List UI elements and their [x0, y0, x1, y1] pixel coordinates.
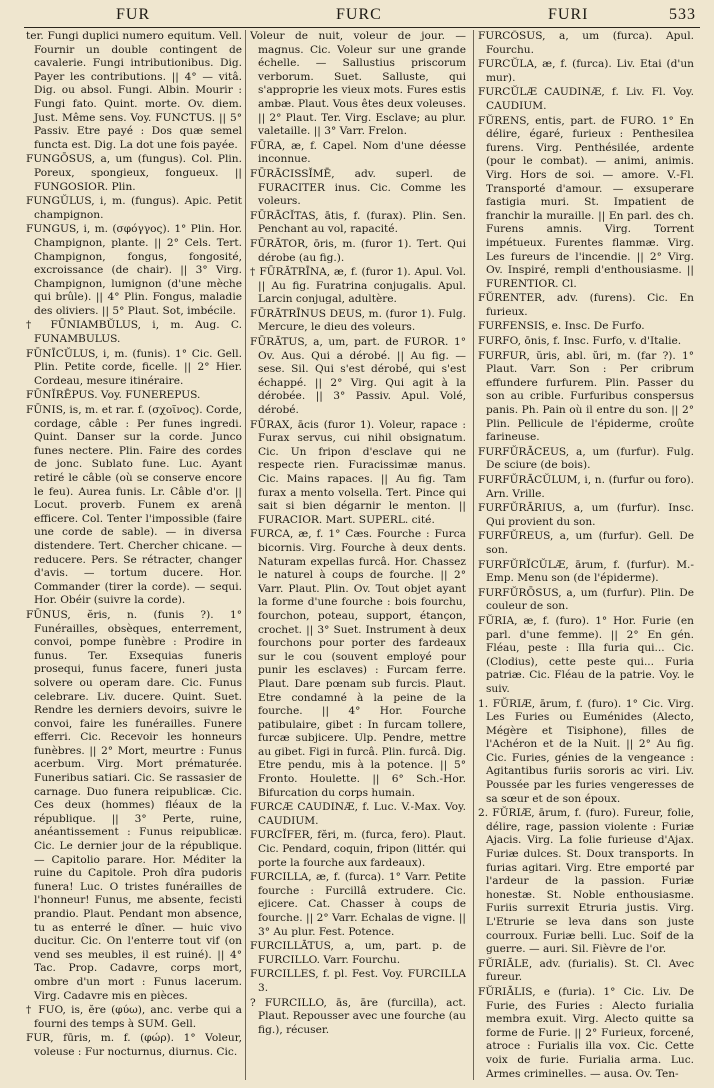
dictionary-entry: FŪRĀTOR, ōris, m. (furor 1). Tert. Qui dérobe (au fig.). [250, 237, 466, 264]
dictionary-entry: FURCŬLA, æ, f. (furca). Liv. Etai (d'un mur). [478, 58, 694, 84]
dictionary-entry: FUNGŬLUS, i, m. (fungus). Apic. Petit champignon. [26, 195, 242, 221]
dictionary-entry: FURCA, æ, f. 1° Cæs. Fourche : Furca bicornis. Virg. Fourche à deux dents. Naturam expellas furcâ. Hor. Chassez le naturel à coups de fourche. || 2° Varr. Plaut. Plin. Ov. Tout objet ayant la forme d'une fourche : bois fourchu, fourchon, poteau, support, étançon, crochet. || 3° Suet. Instrument à deux fourchons pour porter des fardeaux sur le cou (souvent employé pour punir les esclaves) : Furcam ferre. Plaut. Dare pœnam sub furcis. Plaut. Etre condamné à la peine de la fourche. || 4° Hor. Fourche patibulaire, gibet : In furcam tollere, furcæ subjicere. Ulp. Pendre, mettre au gibet. Figi in furcâ. Plin. furcâ. Dig. Etre pendu, mis à la potence. || 5° Fronto. Houlette. || 6° Sch.-Hor. Bifurcation du corps humain. [250, 528, 466, 799]
dictionary-entry: FŪRĀTRĪNUS DEUS, m. (furor 1). Fulg. Mercure, le dieu des voleurs. [250, 307, 466, 334]
dictionary-entry: FŪNĪCŬLUS, i, m. (funis). 1° Cic. Gell. Plin. Petite corde, ficelle. || 2° Hier. Cordeau, mesure itinéraire. [26, 347, 242, 387]
column-divider-2 [473, 30, 474, 1080]
dictionary-entry: FŪNĬRĒPUS. Voy. FUNEREPUS. [26, 389, 201, 402]
dictionary-entry: FŪRAX, ācis (furor 1). Voleur, rapace : Furax servus, cui nihil obsignatum. Cic. Un fripon d'esclave qui ne respecte rien. Furacissimæ manus. Cic. Mains rapaces. || Au fig. Tam furax a mento volsella. Tert. Pince qui sait si bien dégarnir le menton. || FURACIOR. Mart. SUPERL. cité. [250, 418, 466, 526]
dictionary-entry: FUNGŌSUS, a, um (fungus). Col. Plin. Poreux, spongieux, fongueux. || FUNGOSIOR. Plin. [26, 153, 242, 193]
dictionary-entry: FURCŬLÆ CAUDINÆ, f. Liv. Fl. Voy. CAUDIUM. [478, 86, 694, 112]
page-number: 533 [669, 6, 696, 23]
dictionary-entry: FURFŬREUS, a, um (furfur). Gell. De son. [478, 530, 694, 556]
dictionary-entry: FUR, fūris, m. f. (φώρ). 1° Voleur, voleuse : Fur nocturnus, diurnus. Cic. [26, 1032, 242, 1058]
dictionary-entry: FURFUR, ŭris, abl. ŭri, m. (far ?). 1° Plaut. Varr. Son : Per cribrum effundere furfurem. Plin. Passer du son au crible. Furfuribus conspersus panis. Ph. Pain où il entre du son. || 2° Plin. Pellicule de l'épiderme, croûte farineuse. [478, 349, 694, 444]
dictionary-entry: 2. FŬRIÆ, ārum, f. (furo). Fureur, folie, délire, rage, passion violente : Furiæ Ajacis. Virg. La folie furieuse d'Ajax. Furiæ dulces. St. Doux transports. In furias agitari. Virg. Etre emporté par l'ardeur de la passion. Furiæ honestæ. St. Noble enthousiasme. Furiis surrexit Etruria justis. Virg. L'Etrurie se leva dans son juste courroux. Furiæ belli. Luc. Soif de la guerre. — auri. Sil. Fièvre de l'or. [478, 807, 694, 956]
dictionary-entry: FŪRĀCISSĬMĒ, adv. superl. de FURACITER inus. Cic. Comme les voleurs. [250, 167, 466, 208]
dictionary-entry: FURFŬRĀRIUS, a, um (furfur). Insc. Qui provient du son. [478, 502, 694, 528]
dictionary-entry: ter. Fungi duplici numero equitum. Vell. Fournir un double contingent de cavalerie. Fungi intributionibus. Dig. Payer les contributions. || 4° — vitâ. Dig. ou absol. Fungi. Albin. Mourir : Fungi fato. Quint. morte. Ov. diem. Just. Même sens. Voy. FUNCTUS. || 5° Passiv. Etre payé : Dos quæ semel functa est. Dig. La dot une fois payée. [26, 30, 242, 151]
dictionary-entry: FŬRENS, entis, part. de FURO. 1° En délire, égaré, furieux : Penthesilea furens. Virg. Penthésilée, ardente (pour le combat). — animi, animis. Virg. Hors de soi. — amore. V.-Fl. Transporté d'amour. — exsuperare fastigia muri. St. Impatient de franchir la muraille. || En parl. des ch. Furens amnis. Virg. Torrent impétueux. Furentes flammæ. Virg. Les fureurs de l'incendie. || 2° Virg. Ov. Inspiré, rempli d'enthousiasme. || FURENTIOR. Cl. [478, 114, 694, 290]
dictionary-entry: FURFŬRĀCŬLUM, i, n. (furfur ou foro). Arn. Vrille. [478, 474, 694, 500]
dictionary-entry: FŪRĀTUS, a, um, part. de FUROR. 1° Ov. Aus. Qui a dérobé. || Au fig. — sese. Sil. Qui s'est dérobé, qui s'est échappé. || 2° Virg. Qui agit à la dérobée. || 3° Passiv. Apul. Volé, dérobé. [250, 336, 466, 417]
running-header [24, 2, 700, 28]
dictionary-entry: † FŪNIAMBŬLUS, i, m. Aug. C. FUNAMBULUS. [26, 319, 242, 346]
dictionary-entry: FURFENSIS, e. Insc. De Furfo. [478, 320, 645, 333]
dictionary-entry: Voleur de nuit, voleur de jour. — magnus. Cic. Voleur sur une grande échelle. — Sallustius priscorum verborum. Suet. Salluste, qui s'approprie les vieux mots. Fures estis ambæ. Plaut. Vous êtes deux voleuses. || 2° Plaut. Ter. Virg. Esclave; au plur. valetaille. || 3° Varr. Frelon. [250, 30, 466, 138]
dictionary-entry: FURCÆ CAUDINÆ, f. Luc. V.-Max. Voy. CAUDIUM. [250, 801, 466, 827]
dictionary-entry: FURFŬRĬCŬLÆ, ārum, f. (furfur). M.-Emp. Menu son (de l'épiderme). [478, 558, 694, 585]
column-1 [26, 30, 242, 1082]
dictionary-entry: FŪNUS, ĕris, n. (funis ?). 1° Funérailles, obsèques, enterrement, convoi, pompe funèbre : Prodire in funus. Ter. Exsequias funeris prosequi, funus facere, funeri justa solvere ou operam dare. Cic. Funus celebrare. Liv. ducere. Quint. Suet. Rendre les derniers devoirs, suivre le convoi, faire les funérailles. Funere efferri. Cic. Recevoir les honneurs funèbres. || 2° Mort, meurtre : Funus acerbum. Virg. Mort prématurée. Funeribus satiari. Cic. Se rassasier de carnage. Duo funera reipublicæ. Cic. Ces deux (hommes) fléaux de la république. || 3° Perte, ruine, anéantissement : Funus reipublicæ. Cic. Le dernier jour de la république. — Capitolio parare. Hor. Méditer la ruine du Capitole. Proh dîra pudoris funera! Luc. O tristes funérailles de l'honneur! Funus, me absente, fecisti prandio. Plaut. Pendant mon absence, tu as enterré le dîner. — huic vivo ducitur. Cic. On l'enterre tout vif (on vend ses meubles, il est ruiné). || 4° Tac. Prop. Cadavre, corps mort, ombre d'un mort : Funus lacerum. Virg. Cadavre mis en pièces. [26, 608, 242, 1002]
dictionary-entry: FURFŬRĀCEUS, a, um (furfur). Fulg. De sciure (de bois). [478, 445, 694, 472]
dictionary-entry: FURCĬFER, fĕri, m. (furca, fero). Plaut. Cic. Pendard, coquin, fripon (littér. qui porte la fourche aux fardeaux). [250, 829, 466, 869]
dictionary-entry: FŬRENTER, adv. (furens). Cic. En furieux. [478, 292, 694, 318]
dictionary-entry: FUNGUS, i, m. (σφόγγος). 1° Plin. Hor. Champignon, plante. || 2° Cels. Tert. Champignon, fongus, fongosité, excroissance (de chair). || 3° Virg. Champignon, lumignon (d'une mèche qui brûle). || 4° Plin. Fongus, maladie des oliviers. || 5° Plaut. Sot, imbécile. [26, 223, 242, 317]
column-2 [250, 30, 466, 1082]
column-3 [478, 30, 694, 1082]
dictionary-entry: FURFŬRŌSUS, a, um (furfur). Plin. De couleur de son. [478, 586, 694, 613]
dictionary-entry: FURFO, ōnis, f. Insc. Furfo, v. d'Italie. [478, 335, 682, 348]
dictionary-entry: FŪRA, æ, f. Capel. Nom d'une déesse inconnue. [250, 139, 466, 166]
dictionary-entry: FURCILLĀTUS, a, um, part. p. de FURCILLO. Varr. Fourchu. [250, 940, 466, 966]
dictionary-entry: † FUO, is, ĕre (φύω), anc. verbe qui a fourni des temps à SUM. Gell. [26, 1004, 242, 1030]
dictionary-entry: 1. FŬRIÆ, ārum, f. (furo). 1° Cic. Virg. Les Furies ou Euménides (Alecto, Mégère et Tisiphone), filles de l'Achéron et de la Nuit. || 2° Au fig. Cic. Furies, génies de la vengeance : Agitantibus furiis sororis ac viri. Liv. Poussée par les furies vengeresses de sa sœur et de son époux. [478, 697, 694, 805]
dictionary-entry: FURCILLA, æ, f. (furca). 1° Varr. Petite fourche : Furcillâ extrudere. Cic. ejicere. Cat. Chasser à coups de fourche. || 2° Varr. Echalas de vigne. || 3° Au plur. Fest. Potence. [250, 871, 466, 938]
dictionary-entry: FURCILLES, f. pl. Fest. Voy. FURCILLA 3. [250, 968, 466, 994]
dictionary-entry: FŬRIĀLIS, e (furia). 1° Cic. Liv. De Furie, des Furies : Alecto furialia membra exuit. Virg. Alecto quitte sa forme de Furie. || 2° Furieux, forcené, atroce : Furialis illa vox. Cic. Cette voix de furie. Furialia arma. Luc. Armes criminelles. — ausa. Ov. Ten- [478, 985, 694, 1080]
dictionary-entry: FŪNIS, is, m. et rar. f. (σχοῖνος). Corde, cordage, câble : Per funes ingredi. Quint. Danser sur la corde. Junco funes nectere. Plin. Faire des cordes de jonc. Sublato fune. Luc. Ayant retiré le câble (où se conserve encore le feu). Aurea funis. Lr. Câble d'or. || Locut. proverb. Funem ex arenâ efficere. Col. Tenter l'impossible (faire une corde de sable). — in diversa distendere. Tert. Chercher chicane. — reducere. Pers. Se rétracter, changer d'avis. — tortum ducere. Hor. Commander (tirer la corde). — sequi. Hor. Obéir (suivre la corde). [26, 404, 242, 607]
column-divider-1 [245, 30, 246, 1080]
dictionary-entry: FŬRIĀLE, adv. (furialis). St. Cl. Avec fureur. [478, 957, 694, 984]
dictionary-entry: FURCŌSUS, a, um (furca). Apul. Fourchu. [478, 30, 694, 56]
dictionary-entry: † FŪRĀTRĪNA, æ, f. (furor 1). Apul. Vol. || Au fig. Furatrina conjugalis. Apul. Larcin conjugal, adultère. [250, 266, 466, 306]
header-right: FURI [548, 6, 589, 23]
dictionary-entry: ? FURCILLO, ās, āre (furcilla), act. Plaut. Repousser avec une fourche (au fig.), récuser. [250, 996, 466, 1036]
header-center: FURC [336, 6, 382, 23]
dictionary-entry: FŬRIA, æ, f. (furo). 1° Hor. Furie (en parl. d'une femme). || 2° En gén. Fléau, peste : Illa furia qui... Cic. (Clodius), cette peste qui... Furia patriæ. Cic. Fléau de la patrie. Voy. le suiv. [478, 614, 694, 695]
header-left: FUR [116, 6, 151, 23]
dictionary-entry: FŪRĀCĬTAS, ātis, f. (furax). Plin. Sen. Penchant au vol, rapacité. [250, 209, 466, 236]
header-rule [24, 27, 700, 28]
